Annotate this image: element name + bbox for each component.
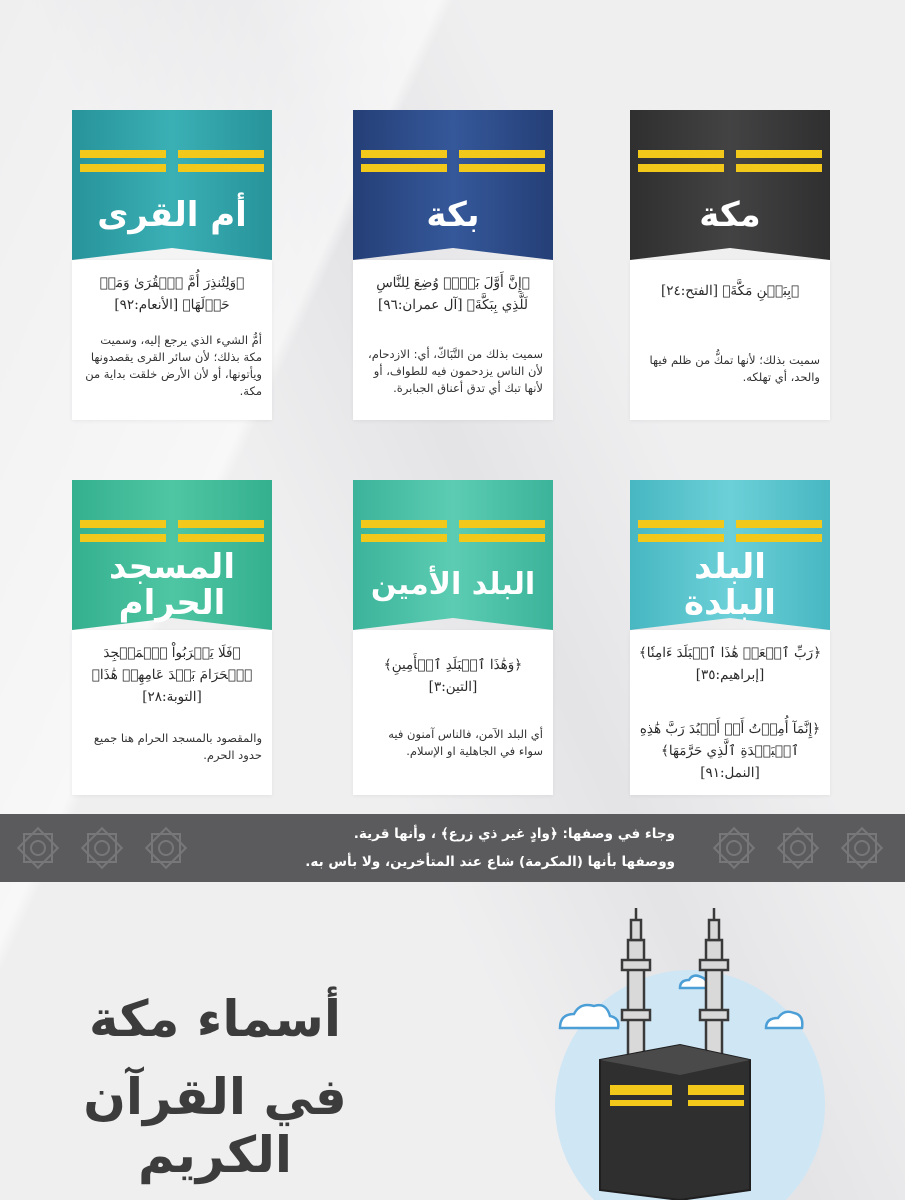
verse-text: ﴿رَبِّ ٱجۡعَلۡ هَٰذَا ٱلۡبَلَدَ ءَامِنٗا﴾ [إبراهيم:٣٥] [638,645,822,683]
cube-al-balad [630,480,830,630]
cube-al-masjid-al-haram [72,480,272,630]
kaaba-minarets-illustration [540,900,840,1200]
band-line-2: ووصفها بأنها (المكرمة) شاع عند المتأخرين، ولا بأس به. [305,854,675,870]
cube-umm-al-qura [72,110,272,260]
card-panel [630,630,830,795]
islamic-star-pattern-icon [14,824,62,872]
islamic-star-pattern-icon [142,824,190,872]
verse-text: ﴿وَلِتُنذِرَ أُمَّ ٱلۡقُرَىٰ وَمَنۡ حَوۡلَهَا﴾ [الأنعام:٩٢] [99,275,245,313]
cube-al-balad-al-amin [353,480,553,630]
description-text: والمقصود بالمسجد الحرام هنا جميع حدود الحرم. [93,731,262,762]
verse-text-2: ﴿إِنَّمَآ أُمِرۡتُ أَنۡ أَعۡبُدَ رَبَّ هَٰذِهِ ٱلۡبَلۡدَةِ ٱلَّذِي حَرَّمَهَا﴾ [النمل:٩١] [639,721,821,781]
verse-text: ﴿إِنَّ أَوَّلَ بَيۡتٖ وُضِعَ لِلنَّاسِ لَلَّذِي بِبَكَّةَ﴾ [آل عمران:٩٦] [376,275,530,313]
card-panel [72,260,272,420]
cube-bakkah [353,110,553,260]
islamic-star-pattern-icon [710,824,758,872]
page-title-line1: أسماء مكة [89,990,341,1048]
card-title: البلد الأمين [370,567,536,602]
card-title-line1: المسجد [109,547,235,587]
verse-text: ﴿بِبَطۡنِ مَكَّةَ﴾ [الفتح:٢٤] [660,283,800,299]
islamic-star-pattern-icon [838,824,886,872]
verse-text: ﴿فَلَا يَقۡرَبُواْ ٱلۡمَسۡجِدَ ٱلۡحَرَامَ بَعۡدَ عَامِهِمۡ هَٰذَا﴾ [التوبة:٢٨] [91,645,253,705]
card-panel [353,260,553,420]
card-panel [630,260,830,420]
band-line-1: وجاء في وصفها: ﴿وادٍ غير ذي زرع﴾ ، وأنها قرية. [353,826,675,842]
info-band [0,814,905,882]
cube-makkah [630,110,830,260]
card-title: بكة [426,195,480,235]
description-text: أمُّ الشيء الذي يرجع إليه، وسميت مكة بذلك؛ لأن سائر القرى يقصدونها ويأتونها، أو لأن الأرض خلقت بداية من مكة. [85,333,262,398]
card-panel [353,630,553,795]
description-text: سميت بذلك؛ لأنها تمكُّ من ظلم فيها والحد، أي تهلكه. [649,353,820,384]
description-text: أي البلد الآمن، فالناس آمنون فيه سواء في الجاهلية او الإسلام. [388,727,543,758]
verse-text: ﴿وَهَٰذَا ٱلۡبَلَدِ ٱلۡأَمِينِ﴾ [التين:٣] [383,657,523,695]
card-title: أم القرى [97,195,247,235]
card-title-line2: البلدة [684,583,776,623]
card-panel [72,630,272,795]
islamic-star-pattern-icon [774,824,822,872]
card-title-line2: الحرام [118,583,226,623]
islamic-star-pattern-icon [78,824,126,872]
card-title: مكة [699,195,761,235]
description-text: سميت بذلك من التَّبَاكّ، أي: الازدحام، لأن الناس يزدحمون فيه للطواف، أو لأنها تبك أي تدق أعناق الجبابرة. [368,347,543,395]
card-title-line1: البلد [694,547,766,587]
page-title-line2: في القرآن الكريم [83,1068,347,1184]
